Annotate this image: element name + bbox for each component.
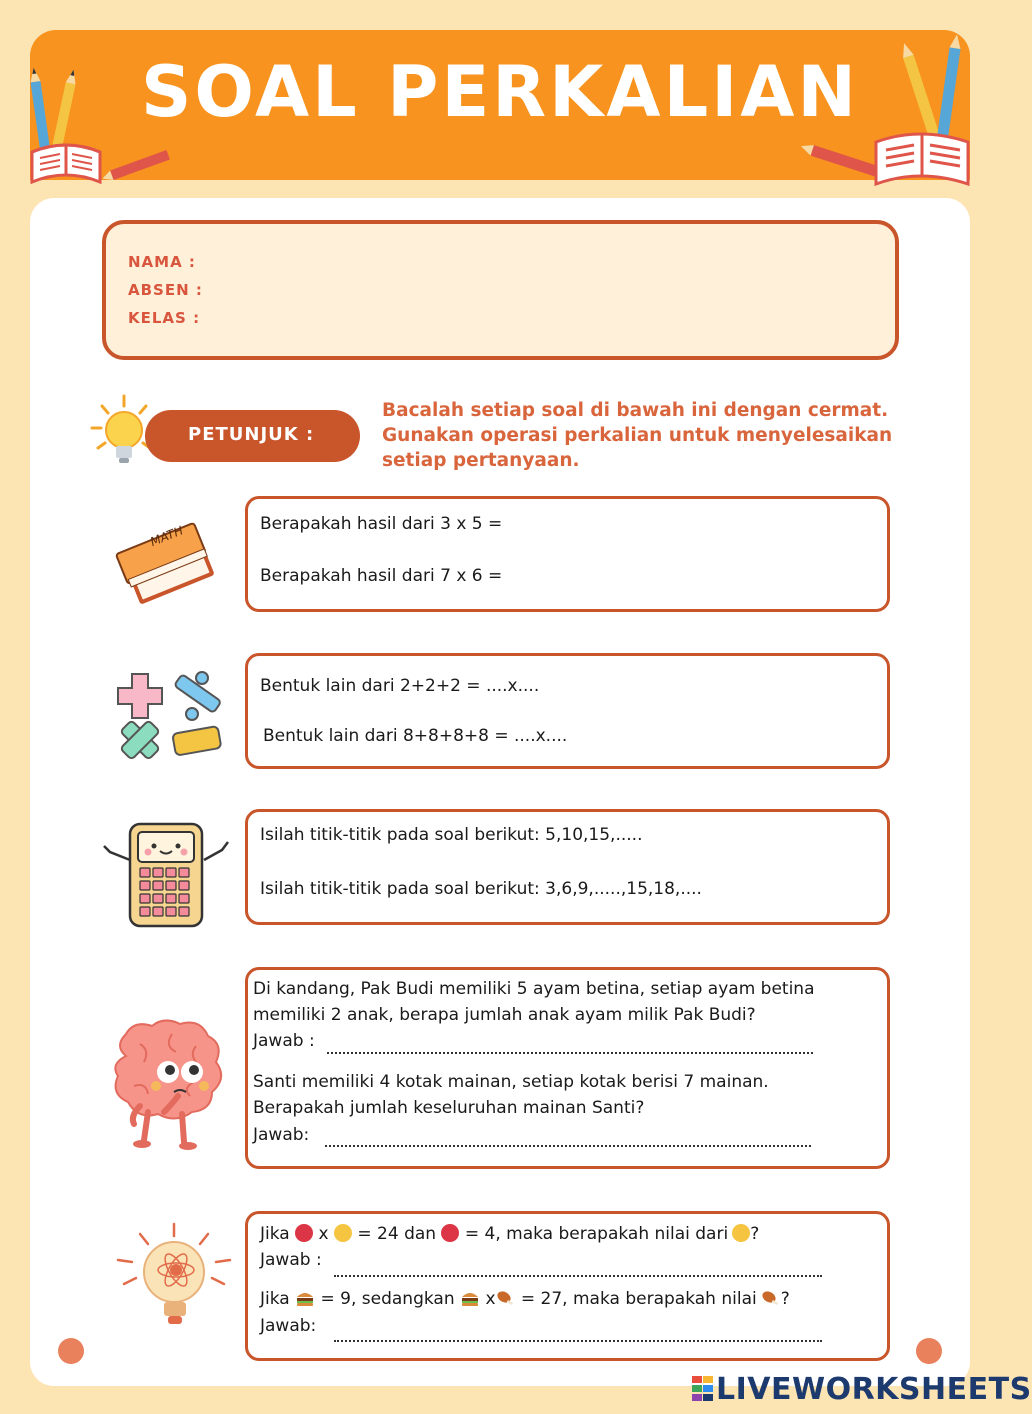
instruction-line-1: Bacalah setiap soal di bawah ini dengan cermat.: [382, 400, 889, 421]
burger-icon: [295, 1289, 315, 1307]
story-2-line-2: Berapakah jumlah keseluruhan mainan Santi?: [253, 1098, 645, 1118]
puzzle-2-part-e: ?: [780, 1289, 790, 1309]
pencils-book-right-icon: [790, 42, 970, 190]
question-3a: Isilah titik-titik pada soal berikut: 5,10,15,.....: [260, 825, 643, 845]
red-circle-icon: [295, 1224, 313, 1242]
instruction-label: PETUNJUK :: [188, 424, 315, 445]
absen-label: ABSEN :: [128, 281, 203, 299]
question-3b: Isilah titik-titik pada soal berikut: 3,6,9,.....,15,18,....: [260, 879, 702, 899]
puzzle-1-text: [260, 1224, 759, 1244]
puzzle-1-part-a: Jika: [260, 1224, 290, 1244]
student-info-box: [102, 220, 899, 360]
instruction-text: [382, 398, 902, 473]
instruction-line-3: setiap pertanyaan.: [382, 450, 580, 471]
puzzle-1-part-e: ?: [750, 1224, 760, 1244]
liveworksheets-watermark: LIVEWORKSHEETS: [716, 1372, 1032, 1407]
answer-label-4a: Jawab :: [253, 1031, 315, 1051]
question-1b: Berapakah hasil dari 7 x 6 =: [260, 566, 503, 586]
puzzle-2-part-c: x: [485, 1289, 496, 1309]
question-box-2: [245, 653, 890, 769]
answer-line-4b[interactable]: [325, 1145, 811, 1147]
story-1-line-2: memiliki 2 anak, berapa jumlah anak ayam milik Pak Budi?: [253, 1005, 756, 1025]
story-2-line-1: Santi memiliki 4 kotak mainan, setiap kotak berisi 7 mainan.: [253, 1072, 769, 1092]
liveworksheets-logo-icon: [692, 1376, 714, 1402]
yellow-circle-icon: [732, 1224, 750, 1242]
calculator-icon: [100, 820, 234, 930]
answer-line-5a[interactable]: [334, 1275, 822, 1277]
yellow-circle-icon: [334, 1224, 352, 1242]
decorative-dot-left: [58, 1338, 84, 1364]
pencils-book-left-icon: [30, 60, 170, 185]
instruction-line-2: Gunakan operasi perkalian untuk menyelesaikan: [382, 425, 893, 446]
kelas-label: KELAS :: [128, 309, 201, 327]
answer-label-5b: Jawab:: [260, 1316, 317, 1336]
answer-line-4a[interactable]: [327, 1052, 813, 1054]
puzzle-1-part-b: x: [318, 1224, 329, 1244]
worksheet-sheet: [30, 198, 970, 1386]
puzzle-2-text: [260, 1289, 790, 1309]
story-1-line-1: Di kandang, Pak Budi memiliki 5 ayam betina, setiap ayam betina: [253, 979, 815, 999]
page-title: SOAL PERKALIAN: [140, 51, 860, 133]
brain-icon: [104, 1016, 232, 1152]
puzzle-1-part-d: = 4, maka berapakah nilai dari: [464, 1224, 729, 1244]
question-1a: Berapakah hasil dari 3 x 5 =: [260, 514, 503, 534]
burger-icon: [460, 1289, 480, 1307]
decorative-dot-right: [916, 1338, 942, 1364]
puzzle-2-part-a: Jika: [260, 1289, 290, 1309]
light-bulb-icon: [114, 1222, 234, 1332]
answer-label-5a: Jawab :: [260, 1250, 322, 1270]
answer-line-5b[interactable]: [334, 1340, 822, 1342]
book-label: MATH: [148, 523, 186, 549]
answer-label-4b: Jawab:: [253, 1125, 310, 1145]
math-symbols-icon: [114, 668, 224, 764]
puzzle-2-part-b: = 9, sedangkan: [320, 1289, 455, 1309]
name-label: NAMA :: [128, 253, 196, 271]
question-2b: Bentuk lain dari 8+8+8+8 = ....x....: [263, 726, 568, 746]
puzzle-1-part-c: = 24 dan: [357, 1224, 437, 1244]
chicken-leg-icon: [496, 1289, 516, 1307]
chicken-leg-icon: [761, 1289, 781, 1307]
math-book-icon: [110, 510, 225, 622]
puzzle-2-part-d: = 27, maka berapakah nilai: [520, 1289, 757, 1309]
red-circle-icon: [441, 1224, 459, 1242]
question-2a: Bentuk lain dari 2+2+2 = ....x....: [260, 676, 540, 696]
